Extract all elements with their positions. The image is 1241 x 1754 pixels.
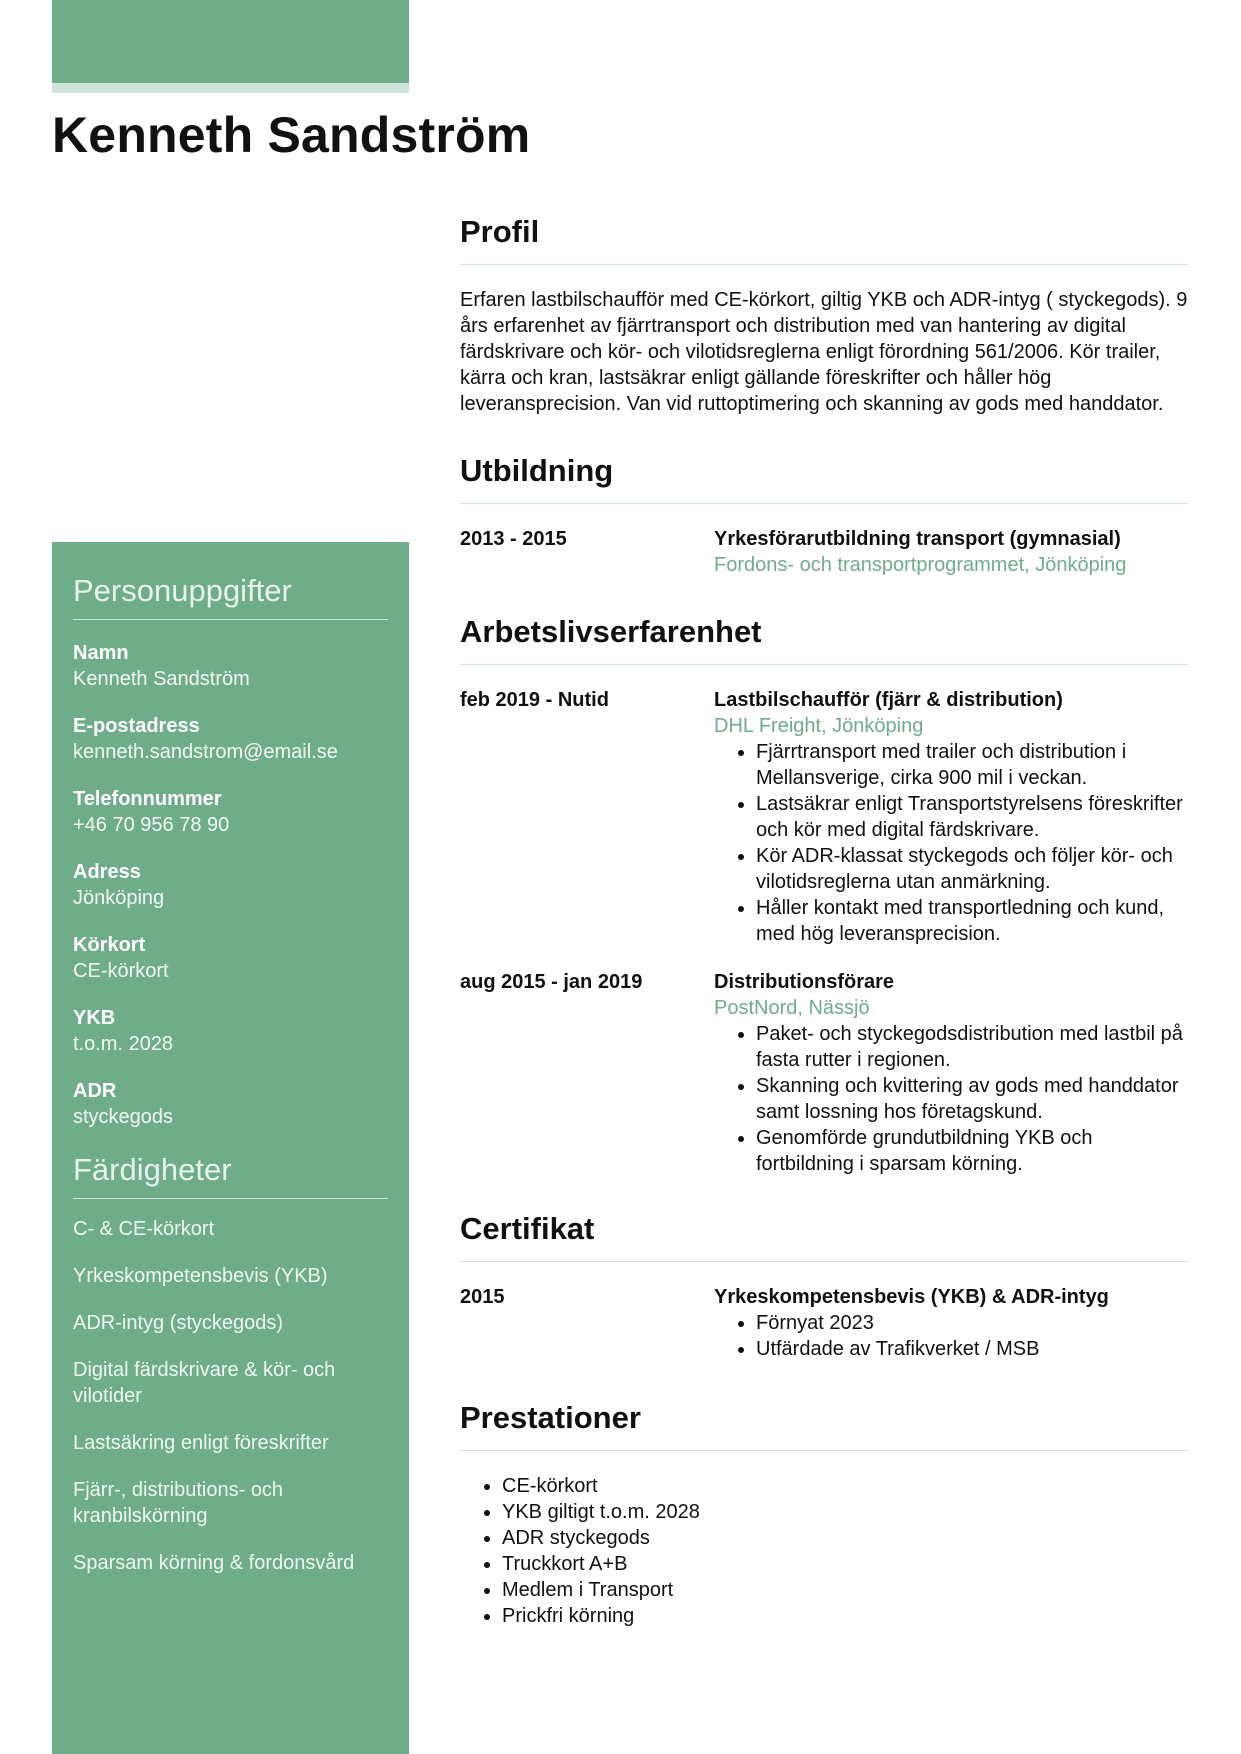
personal-item-adr [73,1078,388,1130]
section-title: Arbetslivserfarenhet [460,614,762,649]
skill-item: C- & CE-körkort [73,1218,215,1241]
entry-subtitle: Fordons- och transportprogrammet, Jönköping [714,554,1127,576]
sidebar [52,542,409,1754]
entry-title: Lastbilschaufför (fjärr & distribution) [714,689,1063,711]
divider [460,264,1188,265]
entry-bullets [714,1021,1188,1177]
personal-value: Jönköping [73,887,165,910]
experience-entry [460,687,1188,947]
personal-item-email [73,713,388,765]
divider [460,503,1188,504]
entry-title: Yrkeskompetensbevis (YKB) & ADR-intyg [714,1286,1109,1308]
entry-subtitle: DHL Freight, Jönköping [714,715,924,737]
achievement-item: • Medlem i Transport [502,1577,1188,1603]
entry-date: 2015 [460,1286,505,1308]
entry-title: Distributionsförare [714,971,895,993]
divider [73,619,388,620]
achievement-item: • CE-körkort [502,1473,1188,1499]
achievement-item: • YKB giltigt t.o.m. 2028 [502,1499,1188,1525]
bullet-item: • Kör ADR-klassat styckegods och följer kör- och vilotidsreglerna utan anmärkning. [756,843,1188,895]
bullet-item: • Skanning och kvittering av gods med handdator samt lossning hos företagskund. [756,1073,1188,1125]
achievement-item: • Truckkort A+B [502,1551,1188,1577]
email-value[interactable]: kenneth.sandstrom@email.se [73,741,338,764]
candidate-name: Kenneth Sandström [52,107,531,163]
personal-item-ykb [73,1005,388,1057]
header-color-block [52,0,409,83]
bullet-item: • Paket- och styckegodsdistribution med lastbil på fasta rutter i regionen. [756,1021,1188,1073]
personal-value: CE-körkort [73,960,169,983]
skill-item: Sparsam körning & fordonsvård [73,1552,355,1575]
skill-item: Yrkeskompetensbevis (YKB) [73,1265,328,1288]
personal-heading: Personuppgifter [73,573,292,608]
personal-label: E-postadress [73,715,200,738]
personal-details [73,640,388,1130]
personal-label: Körkort [73,934,146,957]
personal-value: styckegods [73,1106,174,1129]
experience-entry [460,969,1188,1177]
certificates-section [460,1209,1188,1362]
personal-item-license [73,932,388,984]
personal-item-address [73,859,388,911]
achievements-list [460,1473,1188,1629]
certificate-entry [460,1284,1188,1362]
divider [460,1261,1188,1262]
personal-value: t.o.m. 2028 [73,1033,174,1056]
phone-value[interactable]: +46 70 956 78 90 [73,814,230,837]
personal-label: Telefonnummer [73,788,222,811]
divider [73,1198,388,1199]
bullet-item: • Lastsäkrar enligt Transportstyrelsens föreskrifter och kör med digital färdskrivare. [756,791,1188,843]
entry-date: aug 2015 - jan 2019 [460,971,643,993]
personal-label: Adress [73,861,141,884]
section-title: Profil [460,214,540,249]
achievements-section [460,1398,1188,1629]
experience-section [460,612,1188,1177]
entry-subtitle: PostNord, Nässjö [714,997,870,1019]
section-title: Prestationer [460,1400,641,1435]
personal-item-name [73,640,388,692]
profile-section [460,212,1188,417]
profile-text: Erfaren lastbilschaufför med CE-körkort, giltig YKB och ADR-intyg ( styckegods). 9 års erfarenhet av fjärrtransport och distribution med van hantering av digital färdskrivare och kör- och vilotidsreglerna enligt förordning 561/2006. Kör trailer, kärra och kran, lastsäkrar enligt gällande föreskrifter och håller hög leveransprecision. Van vid ruttoptimering och skanning av gods med handdator. [460,289,1188,415]
skills-heading: Färdigheter [73,1152,232,1188]
bullet-item: • Håller kontakt med transportledning och kund, med hög leveransprecision. [756,895,1188,947]
main-content [460,212,1188,1629]
bullet-item: • Förnyat 2023 [756,1310,1188,1336]
entry-bullets [714,1310,1188,1362]
skill-item: Digital färdskrivare & kör- och vilotider [73,1359,336,1408]
entry-date: feb 2019 - Nutid [460,689,609,711]
skill-item: Fjärr-, distributions- och kranbilskörning [73,1479,284,1528]
entry-date: 2013 - 2015 [460,528,567,550]
section-title: Utbildning [460,453,614,488]
divider [460,1450,1188,1451]
section-title: Certifikat [460,1211,595,1246]
personal-label: YKB [73,1007,116,1030]
education-entry [460,526,1188,578]
personal-value: Kenneth Sandström [73,668,250,691]
personal-item-phone [73,786,388,838]
entry-bullets [714,739,1188,947]
skills-list [73,1216,388,1576]
personal-label: Namn [73,642,129,665]
bullet-item: • Genomförde grundutbildning YKB och fortbildning i sparsam körning. [756,1125,1188,1177]
bullet-item: • Utfärdade av Trafikverket / MSB [756,1336,1188,1362]
education-section [460,451,1188,578]
achievement-item: • ADR styckegods [502,1525,1188,1551]
bullet-item: • Fjärrtransport med trailer och distribution i Mellansverige, cirka 900 mil i veckan. [756,739,1188,791]
entry-title: Yrkesförarutbildning transport (gymnasial) [714,528,1121,550]
achievement-item: • Prickfri körning [502,1603,1188,1629]
personal-label: ADR [73,1080,117,1103]
skill-item: ADR-intyg (styckegods) [73,1312,284,1335]
header-accent-stripe [52,83,409,93]
divider [460,664,1188,665]
skill-item: Lastsäkring enligt föreskrifter [73,1432,329,1455]
